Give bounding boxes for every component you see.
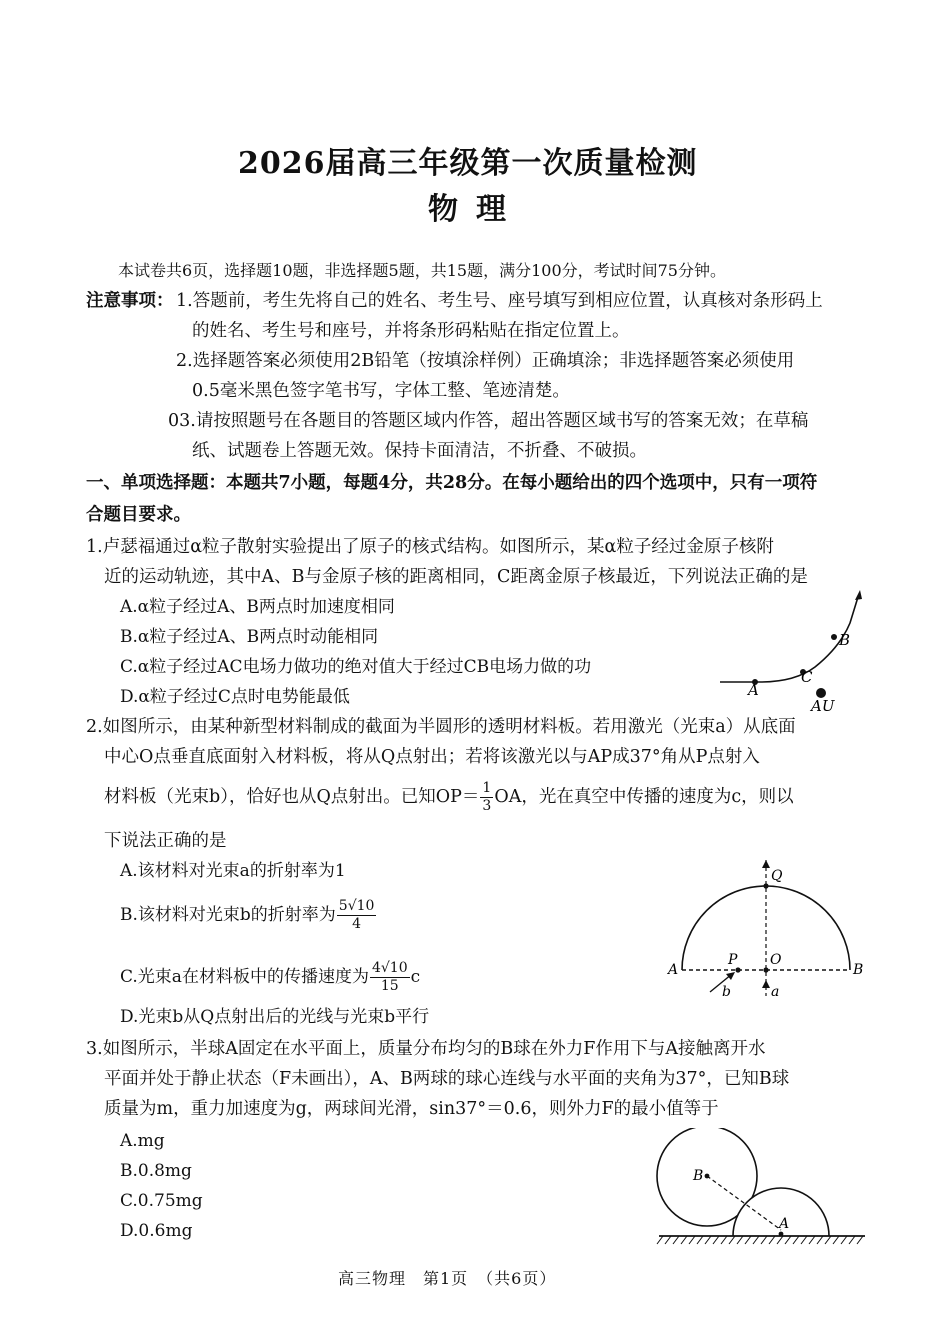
q3-option-a: A.mg bbox=[120, 1131, 165, 1151]
q3-center-b bbox=[705, 1174, 710, 1179]
q2-point-q bbox=[763, 883, 768, 888]
q1-option-a: A.α粒子经过A、B两点时加速度相同 bbox=[120, 597, 395, 617]
q3-option-d: D.0.6mg bbox=[120, 1221, 193, 1241]
q3-stem-line-1: 3.如图所示，半球A固定在水平面上，质量分布均匀的B球在外力F作用下与A接触离开水 bbox=[86, 1039, 766, 1059]
q2-stem-line-4: 下说法正确的是 bbox=[104, 831, 227, 851]
q1-point-b bbox=[831, 634, 837, 640]
q2-label-b-right: B bbox=[853, 962, 864, 978]
q2-beam-b-arrow bbox=[726, 972, 735, 980]
q3-stem-line-2: 平面并处于静止状态（F未画出），A、B两球的球心连线与水平面的夹角为37°，已知B球 bbox=[104, 1069, 790, 1089]
q2-label-p: P bbox=[728, 952, 738, 968]
q2-stem-3-prefix: 材料板（光束b），恰好也从Q点射出。已知OP＝ bbox=[104, 787, 480, 807]
section-1-heading-line-1: 一、单项选择题：本题共7小题，每题4分，共28分。在每小题给出的四个选项中，只有一项符 bbox=[86, 473, 818, 493]
notice-label: 注意事项： bbox=[86, 291, 174, 311]
page-footer: 高三物理 第1页 （共6页） bbox=[338, 1269, 557, 1288]
q1-label-au: AU bbox=[811, 697, 835, 715]
exam-intro: 本试卷共6页，选择题10题，非选择题5题，共15题，满分100分，考试时间75分钟。 bbox=[118, 261, 726, 280]
q1-stem-line-2: 近的运动轨迹，其中A、B与金原子核的距离相同，C距离金原子核最近，下列说法正确的是 bbox=[104, 567, 808, 587]
q2-arrow-up-bottom bbox=[762, 980, 770, 988]
q2-label-o: O bbox=[770, 952, 782, 968]
notice-item-3-line-1: 03.请按照题号在各题目的答题区域内作答，超出答题区域书写的答案无效；在草稿 bbox=[168, 411, 809, 431]
q1-label-b: B bbox=[839, 631, 851, 649]
notice-item-2-line-2: 0.5毫米黑色签字笔书写，字体工整、笔迹清楚。 bbox=[192, 381, 570, 401]
exam-title: 2026届高三年级第一次质量检测 bbox=[238, 146, 698, 181]
q2-option-d: D.光束b从Q点射出后的光线与光束b平行 bbox=[120, 1007, 430, 1027]
q1-stem-line-1: 1.卢瑟福通过α粒子散射实验提出了原子的核式结构。如图所示，某α粒子经过金原子核附 bbox=[86, 537, 774, 557]
q2-arrow-up-top bbox=[762, 860, 770, 868]
q3-label-a: A bbox=[779, 1216, 790, 1232]
fraction-denominator: 4 bbox=[352, 916, 362, 932]
q3-option-b: B.0.8mg bbox=[120, 1161, 192, 1181]
q3-stem-line-3: 质量为m，重力加速度为g，两球间光滑，sin37°＝0.6，则外力F的最小值等于 bbox=[104, 1099, 719, 1119]
section-1-heading-line-2: 合题目要求。 bbox=[86, 505, 191, 525]
q2-stem-3-suffix: OA，光在真空中传播的速度为c，则以 bbox=[494, 787, 794, 807]
fraction-denominator: 3 bbox=[482, 798, 492, 814]
notice-item-2-line-1: 2.选择题答案必须使用2B铅笔（按填涂样例）正确填涂；非选择题答案必须使用 bbox=[176, 351, 795, 371]
q3-label-b: B bbox=[693, 1168, 704, 1184]
notice-item-1-line-1: 1.答题前，考生先将自己的姓名、考生号、座号填写到相应位置，认真核对条形码上 bbox=[176, 291, 823, 311]
fraction-numerator: 5√10 bbox=[338, 898, 375, 914]
q2-option-a: A.该材料对光束a的折射率为1 bbox=[120, 861, 346, 881]
q1-figure-trajectory bbox=[715, 585, 875, 715]
q2-point-o bbox=[763, 967, 768, 972]
q1-arrow-head bbox=[855, 590, 862, 600]
q2-op-fraction bbox=[480, 780, 493, 815]
fraction-denominator: 15 bbox=[380, 978, 399, 994]
fraction-numerator: 4√10 bbox=[371, 960, 408, 976]
q2-label-q: Q bbox=[771, 868, 783, 884]
q2-label-beam-b: b bbox=[722, 984, 731, 1000]
q2-option-b-text: B.该材料对光束b的折射率为 bbox=[120, 905, 336, 925]
q2-option-c-suffix: c bbox=[410, 967, 421, 987]
q1-option-c: C.α粒子经过AC电场力做功的绝对值大于经过CB电场力做的功 bbox=[120, 657, 592, 677]
q2-option-c-fraction bbox=[370, 960, 410, 995]
q1-option-b: B.α粒子经过A、B两点时动能相同 bbox=[120, 627, 379, 647]
q2-option-b bbox=[120, 898, 377, 933]
q2-stem-line-1: 2.如图所示，由某种新型材料制成的截面为半圆形的透明材料板。若用激光（光束a）从底面 bbox=[86, 717, 796, 737]
q2-stem-line-2: 中心O点垂直底面射入材料板，将从Q点射出；若将该激光以与AP成37°角从P点射入 bbox=[104, 747, 760, 767]
subject-title: 物理 bbox=[428, 192, 524, 227]
q3-figure-spheres bbox=[655, 1128, 870, 1248]
q2-label-a-left: A bbox=[668, 962, 679, 978]
q2-point-p bbox=[735, 967, 740, 972]
q2-label-beam-a: a bbox=[771, 984, 780, 1000]
notice-item-3-line-2: 纸、试题卷上答题无效。保持卡面清洁，不折叠、不破损。 bbox=[192, 441, 647, 461]
q2-option-c bbox=[120, 960, 420, 995]
q2-stem-line-3 bbox=[104, 780, 794, 815]
q1-trajectory-curve bbox=[720, 597, 858, 682]
q3-option-c: C.0.75mg bbox=[120, 1191, 203, 1211]
q1-label-c: C bbox=[801, 668, 813, 686]
q2-option-c-text: C.光束a在材料板中的传播速度为 bbox=[120, 967, 369, 987]
fraction-numerator: 1 bbox=[482, 780, 492, 796]
q1-label-a: A bbox=[748, 681, 759, 699]
q2-figure-semicircle bbox=[660, 856, 870, 1006]
q2-option-b-fraction bbox=[337, 898, 377, 933]
q1-option-d: D.α粒子经过C点时电势能最低 bbox=[120, 687, 350, 707]
q3-ground-hatching bbox=[657, 1236, 863, 1244]
notice-item-1-line-2: 的姓名、考生号和座号，并将条形码粘贴在指定位置上。 bbox=[192, 321, 630, 341]
